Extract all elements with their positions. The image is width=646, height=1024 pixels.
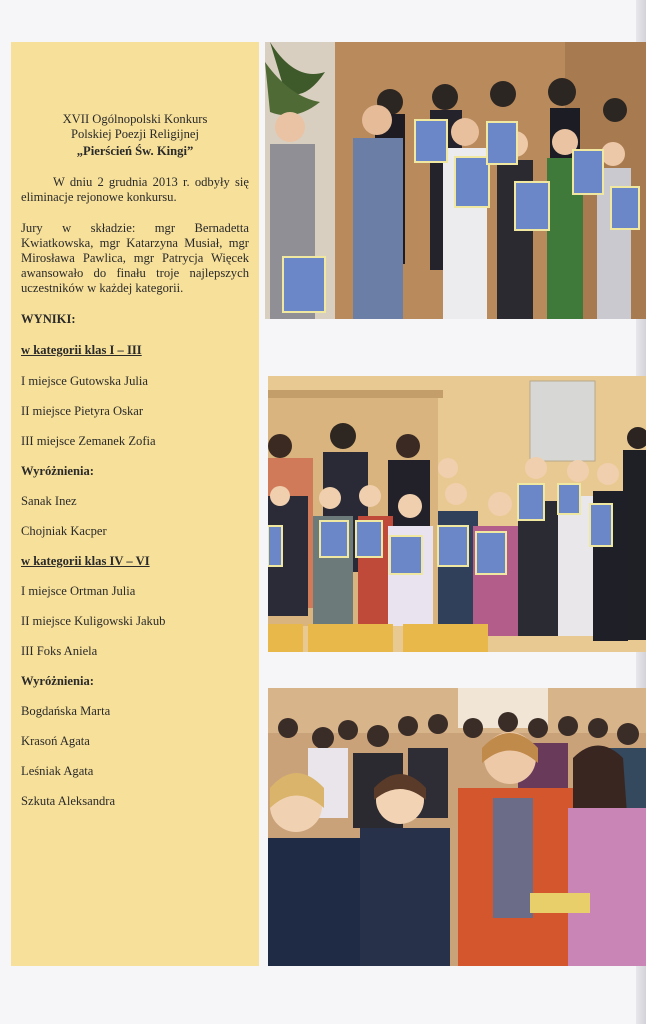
category-1-place-2: II miejsce Pietyra Oskar bbox=[21, 404, 144, 418]
category-2-place-2: II miejsce Kuligowski Jakub bbox=[21, 614, 166, 628]
heading-line-1: XVII Ogólnopolski Konkurs bbox=[62, 112, 208, 126]
category-1-honor-2: Chojniak Kacper bbox=[21, 524, 107, 538]
category-2-place-3: III Foks Aniela bbox=[21, 644, 98, 658]
jury-paragraph bbox=[21, 221, 249, 296]
category-1-honor-1: Sanak Inez bbox=[21, 494, 77, 508]
intro-text: W dniu 2 grudnia 2013 r. odbyły się eliminacje rejonowe konkursu. bbox=[21, 175, 249, 204]
category-2-honors-label: Wyróżnienia: bbox=[21, 674, 94, 688]
group-photo-1 bbox=[265, 42, 646, 319]
group-photo-2 bbox=[268, 376, 646, 652]
category-2-honor-2: Krasoń Agata bbox=[21, 734, 90, 748]
category-2-title: w kategorii klas IV – VI bbox=[21, 554, 150, 568]
category-2-place-1: I miejsce Ortman Julia bbox=[21, 584, 136, 598]
announcement-panel bbox=[11, 42, 259, 966]
heading-line-2: Polskiej Poezji Religijnej bbox=[70, 127, 200, 141]
category-1-honors-label: Wyróżnienia: bbox=[21, 464, 94, 478]
results-label: WYNIKI: bbox=[21, 312, 76, 326]
jury-text: Jury w składzie: mgr Bernadetta Kwiatkowska, mgr Katarzyna Musiał, mgr Mirosława Pawlica, mgr Patrycja Więcek awansowało do finału troje najlepszych uczestników w każdej kategorii. bbox=[21, 221, 249, 295]
audience-photo bbox=[268, 688, 646, 966]
contest-heading bbox=[21, 112, 249, 159]
category-1-title: w kategorii klas I – III bbox=[21, 343, 142, 357]
category-2-honor-3: Leśniak Agata bbox=[21, 764, 94, 778]
category-2-honor-1: Bogdańska Marta bbox=[21, 704, 111, 718]
heading-line-3: „Pierścień Św. Kingi” bbox=[76, 144, 194, 158]
category-1-place-3: III miejsce Zemanek Zofia bbox=[21, 434, 156, 448]
category-2-honor-4: Szkuta Aleksandra bbox=[21, 794, 116, 808]
intro-paragraph bbox=[21, 175, 249, 205]
category-1-place-1: I miejsce Gutowska Julia bbox=[21, 374, 148, 388]
